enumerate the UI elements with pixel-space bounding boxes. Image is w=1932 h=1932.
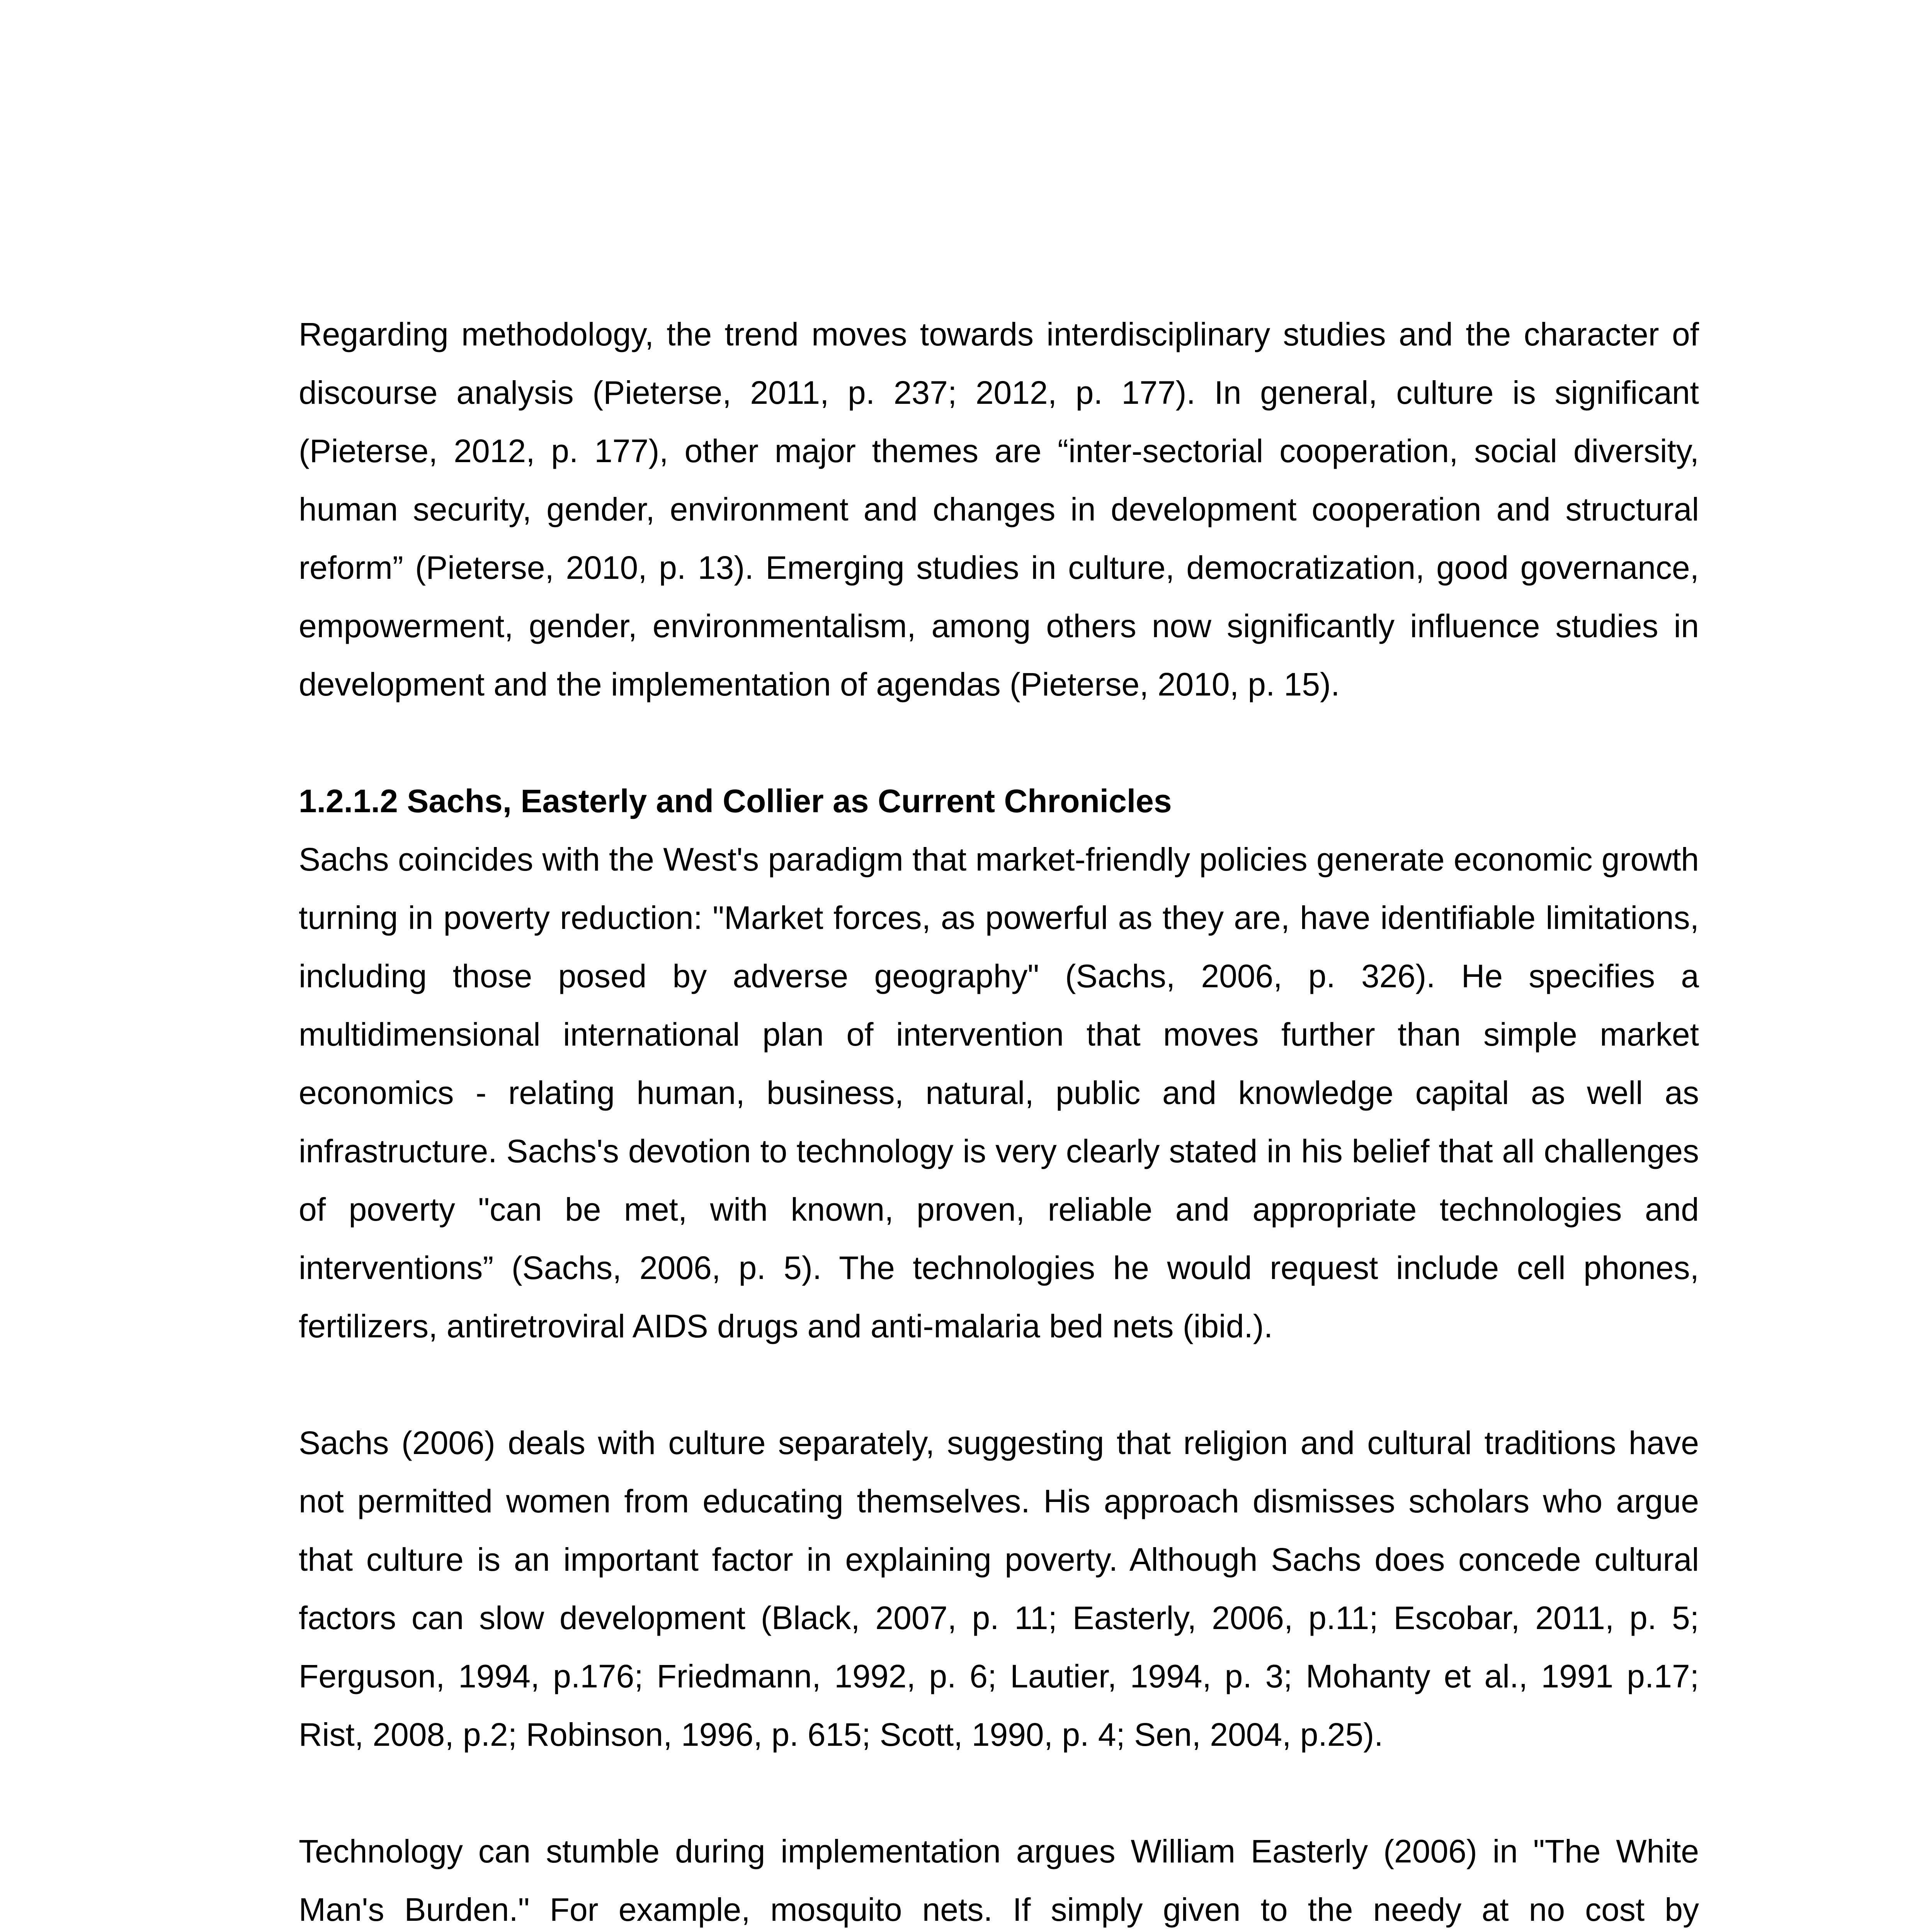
section-heading: 1.2.1.2 Sachs, Easterly and Collier as Current Chronicles: [299, 783, 1172, 819]
paragraph-easterly-technology: Technology can stumble during implementation argues William Easterly (2006) in "The White Man's Burden." For example, mosquito nets. If simply given to the needy at no cost by: [299, 1833, 1699, 1928]
page-body: [299, 305, 1699, 1932]
paragraph-spacer: [299, 1355, 1699, 1414]
paragraph-spacer: [299, 714, 1699, 772]
paragraph-methodology: Regarding methodology, the trend moves towards interdisciplinary studies and the character of discourse analysis (Pieterse, 2011, p. 237; 2012, p. 177). In general, culture is significant (Pieterse, 2012, p. 177), other major themes are “inter-sectorial cooperation, social diversity, human security, gender, environment and changes in development cooperation and structural reform” (Pieterse, 2010, p. 13). Emerging studies in culture, democratization, good governance, empowerment, gender, environmentalism, among others now significantly influence studies in development and the implementation of agendas (Pieterse, 2010, p. 15).: [299, 316, 1699, 702]
paragraph-sachs-market: Sachs coincides with the West's paradigm that market-friendly policies generate economic growth turning in poverty reduction: "Market forces, as powerful as they are, have identifiable limitations, including those posed by adverse geography" (Sachs, 2006, p. 326). He specifies a multidimensional international plan of intervention that moves further than simple market economics - relating human, business, natural, public and knowledge capital as well as infrastructure. Sachs's devotion to technology is very clearly stated in his belief that all challenges of poverty "can be met, with known, proven, reliable and appropriate technologies and interventions” (Sachs, 2006, p. 5). The technologies he would request include cell phones, fertilizers, antiretroviral AIDS drugs and anti-malaria bed nets (ibid.).: [299, 841, 1699, 1344]
paragraph-sachs-culture: Sachs (2006) deals with culture separately, suggesting that religion and cultural traditions have not permitted women from educating themselves. His approach dismisses scholars who argue that culture is an important factor in explaining poverty. Although Sachs does concede cultural factors can slow development (Black, 2007, p. 11; Easterly, 2006, p.11; Escobar, 2011, p. 5; Ferguson, 1994, p.176; Friedmann, 1992, p. 6; Lautier, 1994, p. 3; Mohanty et al., 1991 p.17; Rist, 2008, p.2; Robinson, 1996, p. 615; Scott, 1990, p. 4; Sen, 2004, p.25).: [299, 1425, 1699, 1753]
paragraph-spacer: [299, 1764, 1699, 1822]
